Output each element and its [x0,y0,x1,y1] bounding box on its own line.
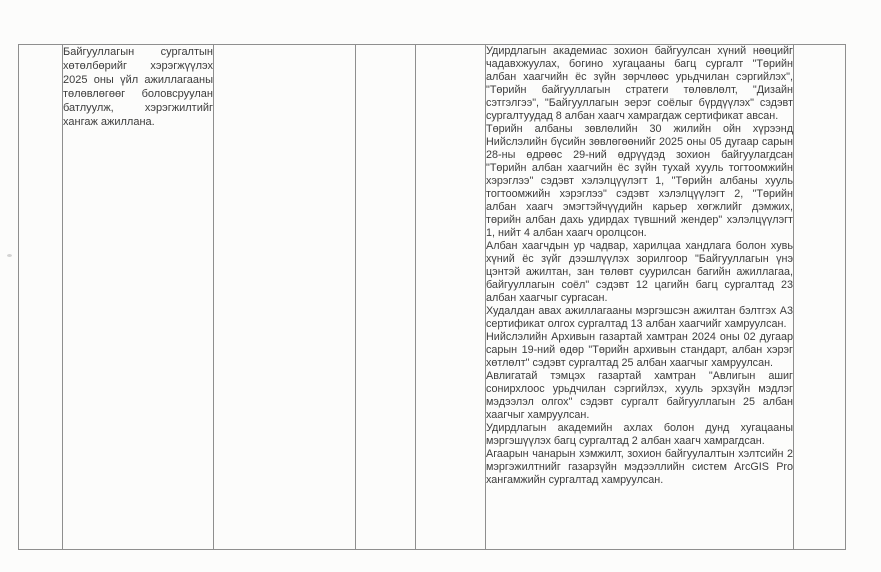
performance-paragraph: Нийслэлийн Архивын газартай хамтран 2024 оны 02 дугаар сарын 19-ний өдөр "Төрийн архивын стандарт, албан хэрэг хөтлөлт" сэдэвт сургалтад 25 албан хаагчыг хамруулсан. [486,331,793,369]
cell-empty-2 [356,45,416,550]
cell-empty-4 [794,45,846,550]
performance-paragraph: Албан хаагчдын ур чадвар, харилцаа хандлага болон хувь хүний ёс зүйг дээшлүүлэх зорилгоор "Байгууллагын үнэ цэнтэй ажилтан, зан төлөвт суурилсан багийн ажиллагаа, байгууллагын соёл" сэдэвт 12 цагийн багц сургалтад 23 албан хаагчыг сургасан. [486,240,793,304]
performance-paragraph: Удирдлагын академиас зохион байгуулсан хүний нөөцийг чадавхжуулах, богино хугацааны багц сургалт "Төрийн албан хаагчийн ёс зүйн зөрчлөөс урьдчилан сэргийлэх", "Төрийн байгууллагын стратеги төлөвлөлт, "Дизайн сэтгэлгээ", "Байгууллагын эерэг соёлыг бүрдүүлэх" сэдэвт сургалтуудад 8 албан хаагч хамрагдаж сертификат авсан. [486,45,793,122]
cell-performance-report [486,45,794,550]
performance-paragraph: Худалдан авах ажиллагааны мэргэшсэн ажилтан бэлтгэх А3 сертификат олгох сургалтад 13 албан хаагчийг хамруулсан. [486,305,793,330]
planned-activity-text: Байгууллагын сургалтын хөтөлбөрийг хэрэгжүүлэх 2025 оны үйл ажиллагааны төлөвлөгөөг боловсруулан батлуулж, хэрэгжилтийг хангаж ажиллана. [63,46,213,128]
cell-empty-3 [416,45,486,550]
performance-paragraph: Авлигатай тэмцэх газартай хамтран "Авлигын ашиг сонирхлоос урьдчилан сэргийлэх, хууль эрхзүйн мэдлэг мэдээлэл олгох" сэдэвт сургалт байгууллагын 25 албан хаагчыг хамруулсан. [486,370,793,421]
scan-speck [7,254,12,257]
table-row [19,45,846,550]
performance-paragraph: Удирдлагын академийн ахлах болон дунд хугацааны мэргэшүүлэх багц сургалтад 2 албан хаагч хамрагдсан. [486,422,793,447]
performance-paragraph: Агаарын чанарын хэмжилт, зохион байгуулалтын хэлтсийн 2 мэргэжилтнийг газарзүйн мэдээллийн систем ArcGIS Pro хангамжийн сургалтад хамруулсан. [486,448,793,486]
cell-row-number [19,45,63,550]
performance-paragraph: Төрийн албаны зөвлөлийн 30 жилийн ойн хүрээнд Нийслэлийн бүсийн зөвлөгөөнийг 2025 оны 05 дугаар сарын 28-ны өдрөөс 29-ний өдрүүдэд зохион байгуулагдсан "Төрийн албан хаагчийн ёс зүйн тухай хууль тогтоомжийн хэрэглээ" сэдэвт хэлэлцүүлэгт 1, "Төрийн албаны хууль тогтоомжийн хэрэглээ" сэдэвт хэлэлцүүлэгт 2, "Төрийн албан хаагч эмэгтэйчүүдийн карьер хөгжлийг дэмжих, төрийн албан дахь удирдах түвшний жендер" хэлэлцүүлэгт 1, нийт 4 албан хаагч оролцсон. [486,123,793,239]
activity-report-table [18,44,846,550]
cell-empty-1 [214,45,356,550]
cell-planned-activity [63,45,214,550]
